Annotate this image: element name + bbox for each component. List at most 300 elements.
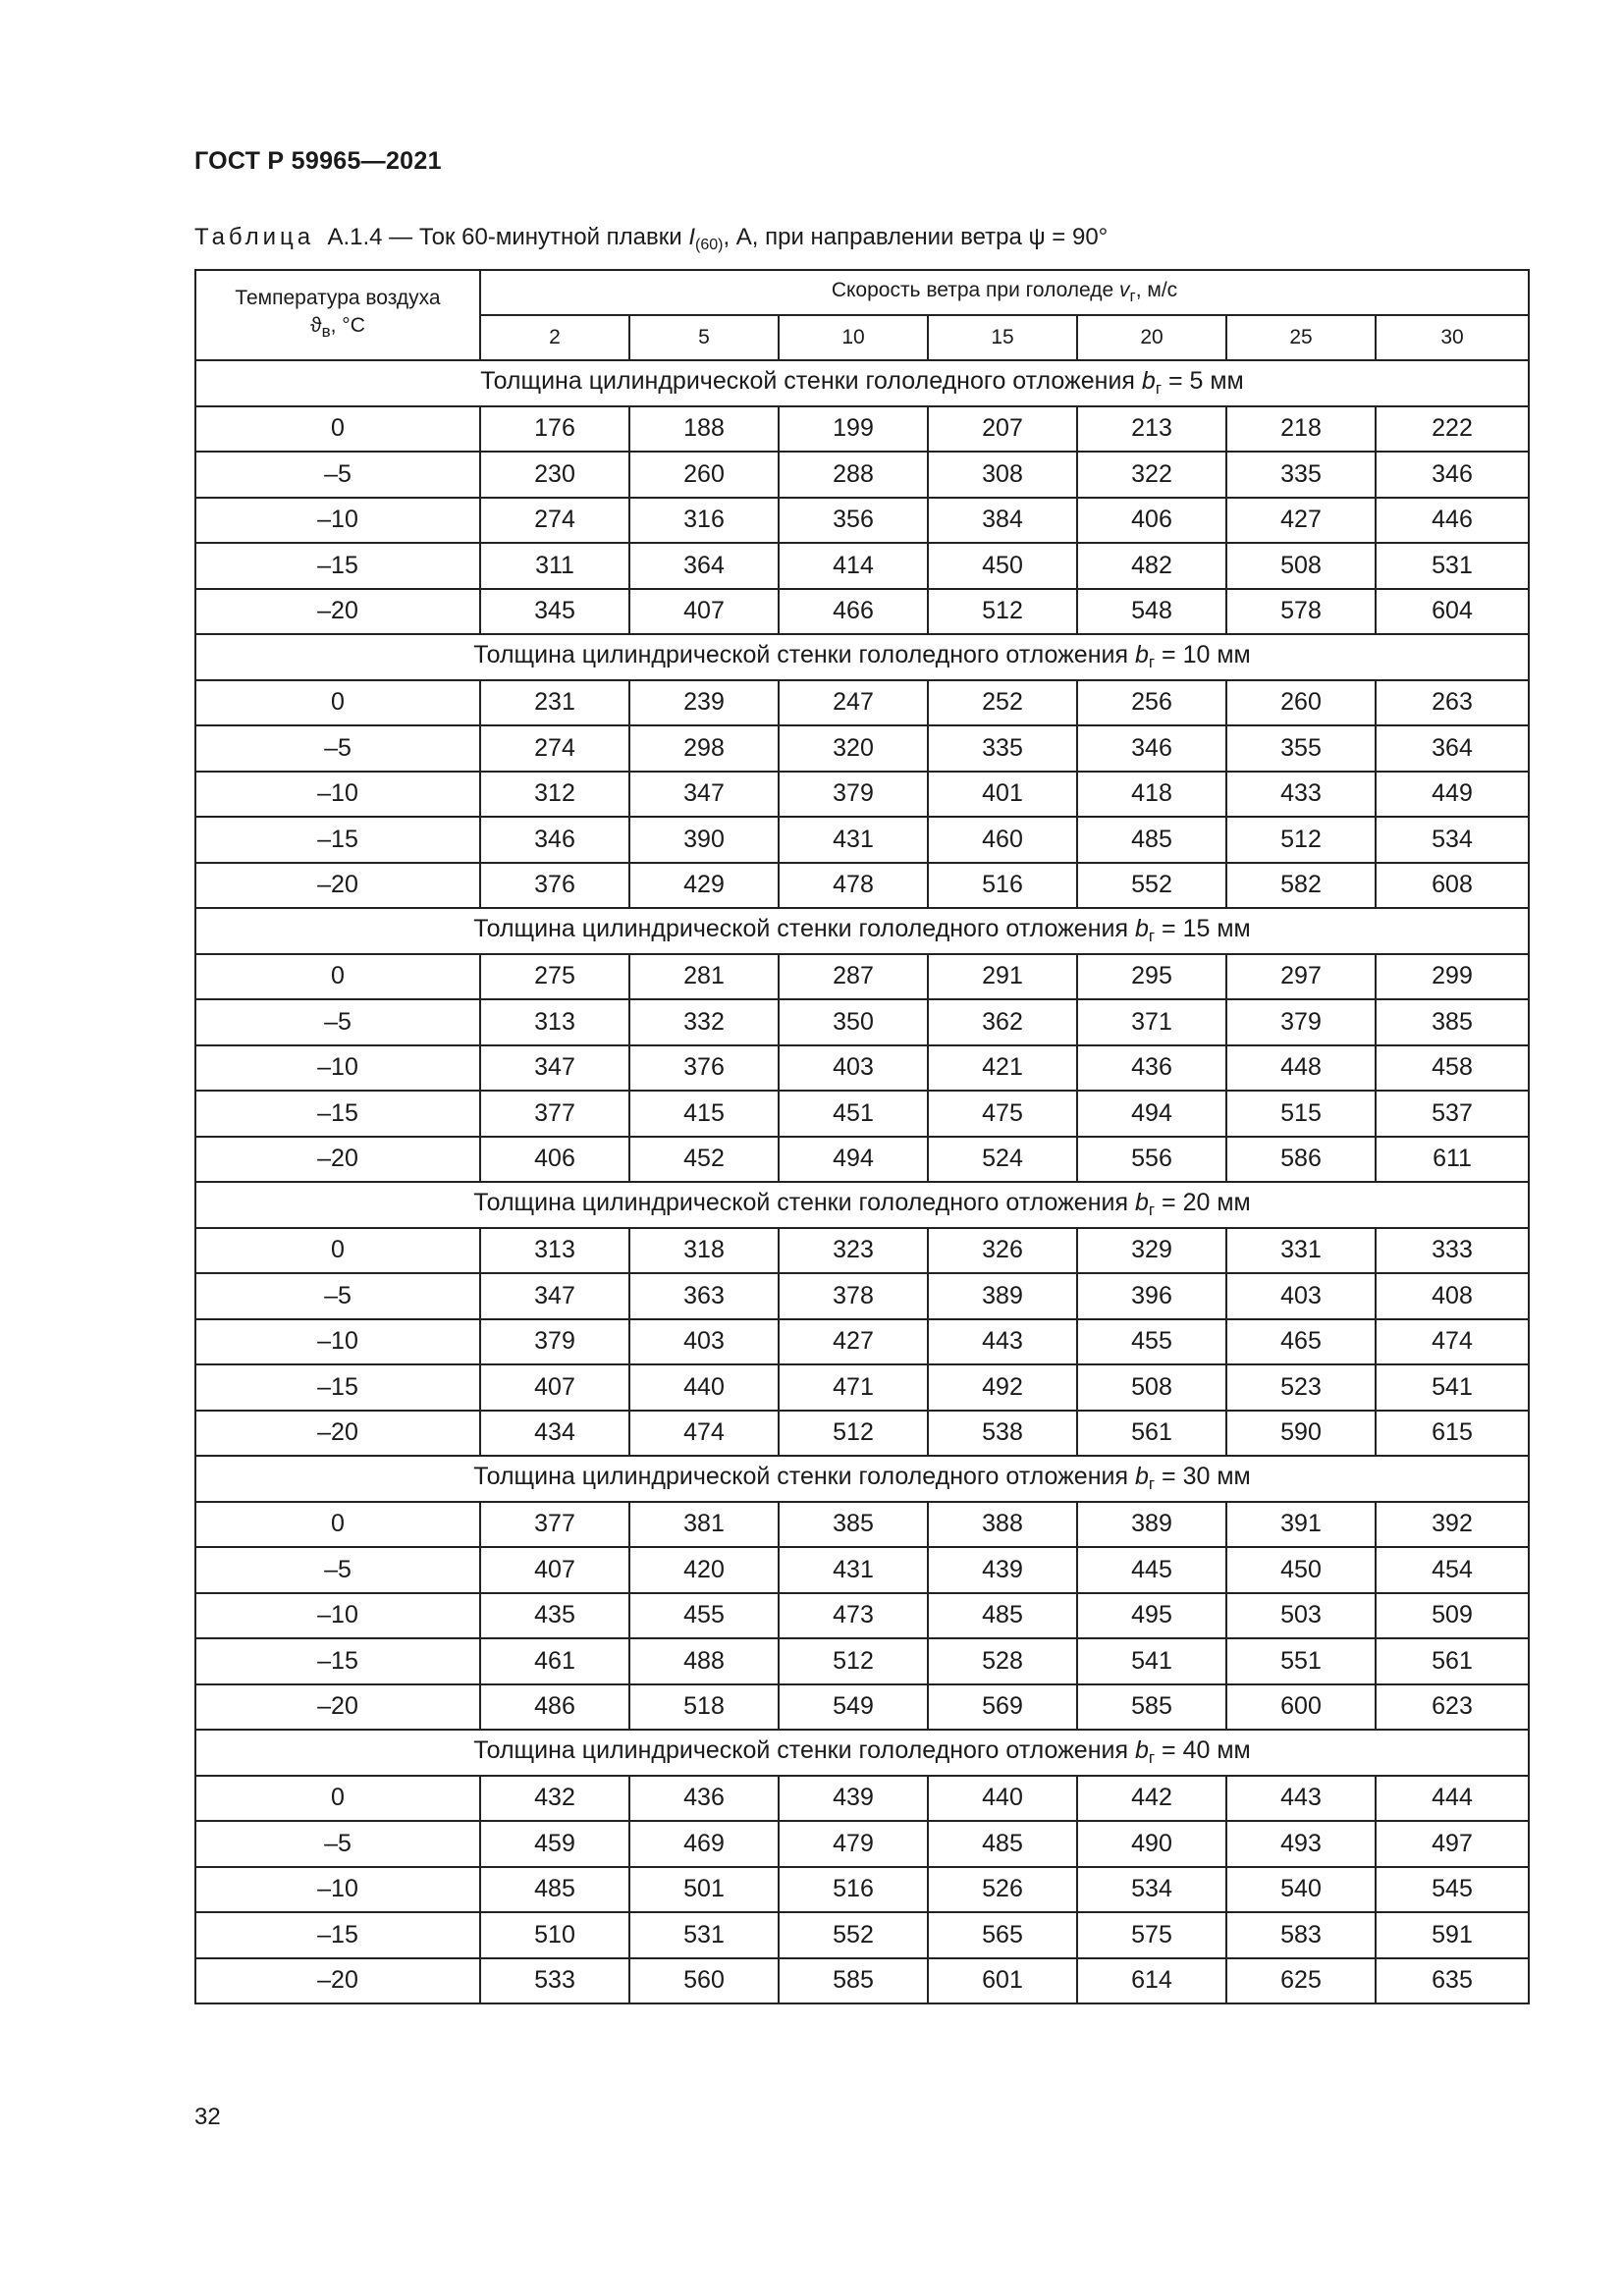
table-row (195, 1273, 1529, 1319)
current-value-cell: 403 (1226, 1273, 1376, 1319)
current-value-cell: 407 (480, 1364, 629, 1411)
table-row (195, 1091, 1529, 1137)
table-row (195, 406, 1529, 453)
current-value-cell: 414 (779, 543, 928, 589)
current-value-cell: 458 (1376, 1045, 1529, 1092)
current-value-cell: 478 (779, 863, 928, 909)
current-value-cell: 331 (1226, 1228, 1376, 1274)
current-value-cell: 287 (779, 954, 928, 1000)
temperature-symbol-subscript: в (321, 322, 331, 341)
current-value-cell: 615 (1376, 1411, 1529, 1457)
current-value-cell: 388 (928, 1502, 1077, 1548)
current-value-cell: 433 (1226, 772, 1376, 818)
section-row (195, 634, 1529, 680)
wind-speed-value: 30 (1376, 315, 1529, 360)
header-row-1 (195, 270, 1529, 315)
current-value-cell: 586 (1226, 1137, 1376, 1183)
wind-speed-value: 20 (1077, 315, 1226, 360)
current-value-cell: 494 (779, 1137, 928, 1183)
current-value-cell: 347 (480, 1045, 629, 1092)
current-value-cell: 379 (1226, 999, 1376, 1045)
temperature-cell: –20 (195, 1958, 480, 2004)
table-caption-label: Таблица (194, 224, 315, 250)
page-number: 32 (194, 2104, 221, 2130)
current-value-cell: 418 (1077, 772, 1226, 818)
current-value-cell: 635 (1376, 1958, 1529, 2004)
current-value-cell: 508 (1226, 543, 1376, 589)
current-value-cell: 471 (779, 1364, 928, 1411)
ice-thickness-subscript: г (1148, 653, 1156, 672)
current-value-cell: 601 (928, 1958, 1077, 2004)
temperature-cell: –10 (195, 772, 480, 818)
current-value-cell: 188 (629, 406, 779, 453)
current-value-cell: 443 (1226, 1776, 1376, 1822)
section-heading (195, 1182, 1529, 1228)
current-value-cell: 590 (1226, 1411, 1376, 1457)
temperature-cell: –15 (195, 543, 480, 589)
current-value-cell: 335 (928, 725, 1077, 772)
section-row (195, 1730, 1529, 1776)
temperature-cell: –5 (195, 1547, 480, 1593)
current-value-cell: 274 (480, 498, 629, 544)
current-value-cell: 575 (1077, 1912, 1226, 1958)
current-value-cell: 199 (779, 406, 928, 453)
current-value-cell: 308 (928, 452, 1077, 498)
current-value-cell: 323 (779, 1228, 928, 1274)
current-value-cell: 561 (1376, 1638, 1529, 1684)
current-value-cell: 452 (629, 1137, 779, 1183)
current-value-cell: 391 (1226, 1502, 1376, 1548)
current-value-cell: 252 (928, 680, 1077, 726)
current-value-cell: 403 (779, 1045, 928, 1092)
current-value-cell: 381 (629, 1502, 779, 1548)
section-heading-prefix: Толщина цилиндрической стенки гололедного отложения (473, 641, 1135, 669)
current-value-cell: 420 (629, 1547, 779, 1593)
current-subscript: (60) (695, 237, 724, 253)
current-value-cell: 466 (779, 589, 928, 635)
table-row (195, 543, 1529, 589)
section-heading (195, 634, 1529, 680)
current-value-cell: 431 (779, 1547, 928, 1593)
wind-speed-value: 10 (779, 315, 928, 360)
current-value-cell: 512 (779, 1638, 928, 1684)
section-row (195, 908, 1529, 954)
temperature-cell: 0 (195, 1502, 480, 1548)
section-heading (195, 360, 1529, 406)
table-row (195, 1547, 1529, 1593)
current-value-cell: 565 (928, 1912, 1077, 1958)
temperature-header (195, 270, 480, 360)
current-value-cell: 548 (1077, 589, 1226, 635)
current-value-cell: 332 (629, 999, 779, 1045)
temperature-cell: –10 (195, 1045, 480, 1092)
current-value-cell: 346 (1077, 725, 1226, 772)
temperature-cell: –5 (195, 452, 480, 498)
current-value-cell: 407 (629, 589, 779, 635)
section-row (195, 1456, 1529, 1502)
current-value-cell: 469 (629, 1821, 779, 1867)
current-value-cell: 455 (1077, 1319, 1226, 1365)
current-value-cell: 541 (1077, 1638, 1226, 1684)
current-value-cell: 450 (1226, 1547, 1376, 1593)
current-value-cell: 295 (1077, 954, 1226, 1000)
table-row (195, 1502, 1529, 1548)
table-row (195, 772, 1529, 818)
current-value-cell: 298 (629, 725, 779, 772)
wind-speed-symbol: v (1119, 279, 1130, 301)
current-value-cell: 407 (480, 1547, 629, 1593)
current-value-cell: 401 (928, 772, 1077, 818)
current-value-cell: 313 (480, 999, 629, 1045)
current-value-cell: 611 (1376, 1137, 1529, 1183)
current-value-cell: 377 (480, 1502, 629, 1548)
temperature-cell: –10 (195, 1867, 480, 1913)
current-value-cell: 538 (928, 1411, 1077, 1457)
ice-thickness-symbol: b (1134, 1463, 1149, 1491)
current-value-cell: 444 (1376, 1776, 1529, 1822)
ice-thickness-symbol: b (1134, 641, 1149, 669)
section-heading-prefix: Толщина цилиндрической стенки гололедного отложения (473, 1736, 1135, 1765)
current-value-cell: 582 (1226, 863, 1376, 909)
current-value-cell: 376 (629, 1045, 779, 1092)
temperature-cell: –15 (195, 1912, 480, 1958)
current-value-cell: 488 (629, 1638, 779, 1684)
current-value-cell: 421 (928, 1045, 1077, 1092)
current-value-cell: 490 (1077, 1821, 1226, 1867)
current-value-cell: 614 (1077, 1958, 1226, 2004)
current-value-cell: 460 (928, 817, 1077, 863)
current-value-cell: 459 (480, 1821, 629, 1867)
table-row (195, 680, 1529, 726)
current-value-cell: 439 (928, 1547, 1077, 1593)
current-value-cell: 355 (1226, 725, 1376, 772)
current-value-cell: 552 (1077, 863, 1226, 909)
current-value-cell: 376 (480, 863, 629, 909)
current-value-cell: 415 (629, 1091, 779, 1137)
current-value-cell: 473 (779, 1593, 928, 1639)
ice-thickness-symbol: b (1134, 915, 1149, 943)
table-row (195, 1912, 1529, 1958)
temperature-cell: –10 (195, 1319, 480, 1365)
current-value-cell: 533 (480, 1958, 629, 2004)
current-value-cell: 475 (928, 1091, 1077, 1137)
section-row (195, 1182, 1529, 1228)
temperature-header-label: Температура воздуха (235, 287, 441, 309)
wind-speed-value: 2 (480, 315, 629, 360)
current-value-cell: 531 (1376, 543, 1529, 589)
current-value-cell: 540 (1226, 1867, 1376, 1913)
current-value-cell: 446 (1376, 498, 1529, 544)
section-heading (195, 1730, 1529, 1776)
current-value-cell: 528 (928, 1638, 1077, 1684)
current-value-cell: 537 (1376, 1091, 1529, 1137)
current-value-cell: 403 (629, 1319, 779, 1365)
current-value-cell: 531 (629, 1912, 779, 1958)
current-value-cell: 299 (1376, 954, 1529, 1000)
table-row (195, 1137, 1529, 1183)
current-value-cell: 435 (480, 1593, 629, 1639)
ice-thickness-subscript: г (1148, 1201, 1156, 1220)
current-value-cell: 623 (1376, 1684, 1529, 1731)
table-row (195, 954, 1529, 1000)
ice-thickness-value: = 15 мм (1155, 915, 1251, 943)
current-value-cell: 318 (629, 1228, 779, 1274)
current-value-cell: 239 (629, 680, 779, 726)
wind-speed-unit: , м/с (1135, 279, 1178, 301)
section-heading-prefix: Толщина цилиндрической стенки гололедного отложения (473, 1189, 1135, 1217)
current-value-cell: 474 (629, 1411, 779, 1457)
table-row (195, 999, 1529, 1045)
current-value-cell: 377 (480, 1091, 629, 1137)
table-row (195, 863, 1529, 909)
current-value-cell: 384 (928, 498, 1077, 544)
current-value-cell: 512 (1226, 817, 1376, 863)
table-row (195, 725, 1529, 772)
current-value-cell: 218 (1226, 406, 1376, 453)
current-value-cell: 345 (480, 589, 629, 635)
current-value-cell: 518 (629, 1684, 779, 1731)
current-value-cell: 510 (480, 1912, 629, 1958)
current-value-cell: 501 (629, 1867, 779, 1913)
current-value-cell: 436 (1077, 1045, 1226, 1092)
current-value-cell: 495 (1077, 1593, 1226, 1639)
current-value-cell: 516 (928, 863, 1077, 909)
temperature-cell: –10 (195, 1593, 480, 1639)
current-value-cell: 534 (1376, 817, 1529, 863)
current-value-cell: 585 (1077, 1684, 1226, 1731)
current-value-cell: 604 (1376, 589, 1529, 635)
current-value-cell: 443 (928, 1319, 1077, 1365)
current-value-cell: 461 (480, 1638, 629, 1684)
temperature-cell: –5 (195, 1273, 480, 1319)
table-row (195, 1684, 1529, 1731)
table-row (195, 1776, 1529, 1822)
current-value-cell: 512 (928, 589, 1077, 635)
current-value-cell: 356 (779, 498, 928, 544)
ice-thickness-symbol: b (1134, 1189, 1149, 1217)
current-value-cell: 524 (928, 1137, 1077, 1183)
current-value-cell: 600 (1226, 1684, 1376, 1731)
current-value-cell: 406 (1077, 498, 1226, 544)
temperature-cell: –20 (195, 1137, 480, 1183)
current-value-cell: 585 (779, 1958, 928, 2004)
current-value-cell: 440 (928, 1776, 1077, 1822)
ice-thickness-subscript: г (1148, 1474, 1156, 1494)
current-value-cell: 322 (1077, 452, 1226, 498)
current-value-cell: 512 (779, 1411, 928, 1457)
wind-speed-value: 5 (629, 315, 779, 360)
ice-thickness-value: = 20 мм (1155, 1189, 1251, 1217)
current-value-cell: 449 (1376, 772, 1529, 818)
current-value-cell: 541 (1376, 1364, 1529, 1411)
current-value-cell: 485 (928, 1593, 1077, 1639)
temperature-symbol: ϑ (310, 314, 322, 337)
table-row (195, 1319, 1529, 1365)
melting-current-table (194, 269, 1530, 2004)
current-value-cell: 364 (1376, 725, 1529, 772)
table-caption-prefix: А.1.4 — Ток 60-минутной плавки (327, 224, 689, 250)
table-row (195, 1867, 1529, 1913)
current-value-cell: 385 (779, 1502, 928, 1548)
current-value-cell: 326 (928, 1228, 1077, 1274)
current-value-cell: 291 (928, 954, 1077, 1000)
current-value-cell: 509 (1376, 1593, 1529, 1639)
current-value-cell: 436 (629, 1776, 779, 1822)
current-value-cell: 545 (1376, 1867, 1529, 1913)
current-value-cell: 335 (1226, 452, 1376, 498)
section-heading (195, 908, 1529, 954)
current-value-cell: 316 (629, 498, 779, 544)
ice-thickness-value: = 10 мм (1155, 641, 1251, 669)
temperature-cell: –10 (195, 498, 480, 544)
section-heading-prefix: Толщина цилиндрической стенки гололедного отложения (473, 915, 1135, 943)
ice-thickness-value: = 40 мм (1155, 1736, 1251, 1765)
current-value-cell: 465 (1226, 1319, 1376, 1365)
current-value-cell: 515 (1226, 1091, 1376, 1137)
current-value-cell: 494 (1077, 1091, 1226, 1137)
current-value-cell: 222 (1376, 406, 1529, 453)
temperature-cell: –5 (195, 725, 480, 772)
current-value-cell: 275 (480, 954, 629, 1000)
current-value-cell: 516 (779, 1867, 928, 1913)
ice-thickness-value: = 30 мм (1155, 1463, 1251, 1491)
current-value-cell: 260 (1226, 680, 1376, 726)
ice-thickness-value: = 5 мм (1162, 367, 1244, 396)
current-value-cell: 297 (1226, 954, 1376, 1000)
table-row (195, 1958, 1529, 2004)
temperature-cell: –5 (195, 1821, 480, 1867)
wind-speed-symbol-subscript: г (1129, 287, 1136, 305)
current-value-cell: 350 (779, 999, 928, 1045)
ice-thickness-subscript: г (1155, 379, 1163, 399)
current-value-cell: 556 (1077, 1137, 1226, 1183)
section-heading-prefix: Толщина цилиндрической стенки гололедного отложения (480, 367, 1142, 396)
table-caption (194, 224, 1108, 254)
current-value-cell: 363 (629, 1273, 779, 1319)
wind-speed-header-prefix: Скорость ветра при гололеде (831, 279, 1120, 301)
temperature-cell: –20 (195, 589, 480, 635)
current-value-cell: 608 (1376, 863, 1529, 909)
table-row (195, 1228, 1529, 1274)
wind-speed-header (480, 270, 1529, 315)
table-row (195, 817, 1529, 863)
current-value-cell: 231 (480, 680, 629, 726)
current-value-cell: 406 (480, 1137, 629, 1183)
current-value-cell: 396 (1077, 1273, 1226, 1319)
current-value-cell: 392 (1376, 1502, 1529, 1548)
current-value-cell: 493 (1226, 1821, 1376, 1867)
current-value-cell: 288 (779, 452, 928, 498)
current-value-cell: 549 (779, 1684, 928, 1731)
ice-thickness-subscript: г (1148, 1748, 1156, 1768)
current-value-cell: 333 (1376, 1228, 1529, 1274)
current-value-cell: 482 (1077, 543, 1226, 589)
current-value-cell: 427 (779, 1319, 928, 1365)
current-value-cell: 389 (1077, 1502, 1226, 1548)
current-value-cell: 439 (779, 1776, 928, 1822)
current-value-cell: 378 (779, 1273, 928, 1319)
current-value-cell: 508 (1077, 1364, 1226, 1411)
temperature-cell: –20 (195, 863, 480, 909)
table-row (195, 498, 1529, 544)
current-value-cell: 497 (1376, 1821, 1529, 1867)
current-value-cell: 625 (1226, 1958, 1376, 2004)
current-value-cell: 176 (480, 406, 629, 453)
current-value-cell: 526 (928, 1867, 1077, 1913)
temperature-unit: , °C (330, 314, 365, 337)
temperature-cell: –5 (195, 999, 480, 1045)
current-value-cell: 591 (1376, 1912, 1529, 1958)
document-id: ГОСТ Р 59965—2021 (194, 147, 442, 175)
current-value-cell: 534 (1077, 1867, 1226, 1913)
section-heading-prefix: Толщина цилиндрической стенки гололедного отложения (473, 1463, 1135, 1491)
current-value-cell: 347 (480, 1273, 629, 1319)
current-value-cell: 408 (1376, 1273, 1529, 1319)
current-value-cell: 448 (1226, 1045, 1376, 1092)
current-value-cell: 569 (928, 1684, 1077, 1731)
current-value-cell: 445 (1077, 1547, 1226, 1593)
wind-speed-value: 15 (928, 315, 1077, 360)
current-value-cell: 560 (629, 1958, 779, 2004)
temperature-cell: –20 (195, 1411, 480, 1457)
current-value-cell: 313 (480, 1228, 629, 1274)
section-row (195, 360, 1529, 406)
temperature-cell: 0 (195, 1776, 480, 1822)
current-value-cell: 492 (928, 1364, 1077, 1411)
current-value-cell: 346 (1376, 452, 1529, 498)
current-value-cell: 451 (779, 1091, 928, 1137)
temperature-cell: –15 (195, 1638, 480, 1684)
temperature-cell: –15 (195, 817, 480, 863)
table-caption-suffix: , А, при направлении ветра ψ = 90° (723, 224, 1109, 250)
current-value-cell: 440 (629, 1364, 779, 1411)
current-value-cell: 474 (1376, 1319, 1529, 1365)
table-row (195, 1411, 1529, 1457)
current-value-cell: 450 (928, 543, 1077, 589)
current-value-cell: 371 (1077, 999, 1226, 1045)
ice-thickness-symbol: b (1134, 1736, 1149, 1765)
current-value-cell: 390 (629, 817, 779, 863)
current-value-cell: 263 (1376, 680, 1529, 726)
current-value-cell: 385 (1376, 999, 1529, 1045)
current-value-cell: 364 (629, 543, 779, 589)
current-value-cell: 561 (1077, 1411, 1226, 1457)
current-value-cell: 431 (779, 817, 928, 863)
current-value-cell: 247 (779, 680, 928, 726)
temperature-cell: –15 (195, 1091, 480, 1137)
current-value-cell: 311 (480, 543, 629, 589)
table-row (195, 1821, 1529, 1867)
current-value-cell: 455 (629, 1593, 779, 1639)
current-value-cell: 379 (779, 772, 928, 818)
section-heading (195, 1456, 1529, 1502)
current-value-cell: 379 (480, 1319, 629, 1365)
current-value-cell: 312 (480, 772, 629, 818)
table-row (195, 1045, 1529, 1092)
current-value-cell: 442 (1077, 1776, 1226, 1822)
temperature-cell: –20 (195, 1684, 480, 1731)
table-row (195, 589, 1529, 635)
current-symbol: I (688, 224, 695, 250)
current-value-cell: 485 (928, 1821, 1077, 1867)
current-value-cell: 320 (779, 725, 928, 772)
temperature-cell: 0 (195, 406, 480, 453)
table-body (195, 360, 1529, 2003)
current-value-cell: 551 (1226, 1638, 1376, 1684)
current-value-cell: 552 (779, 1912, 928, 1958)
current-value-cell: 230 (480, 452, 629, 498)
current-value-cell: 486 (480, 1684, 629, 1731)
